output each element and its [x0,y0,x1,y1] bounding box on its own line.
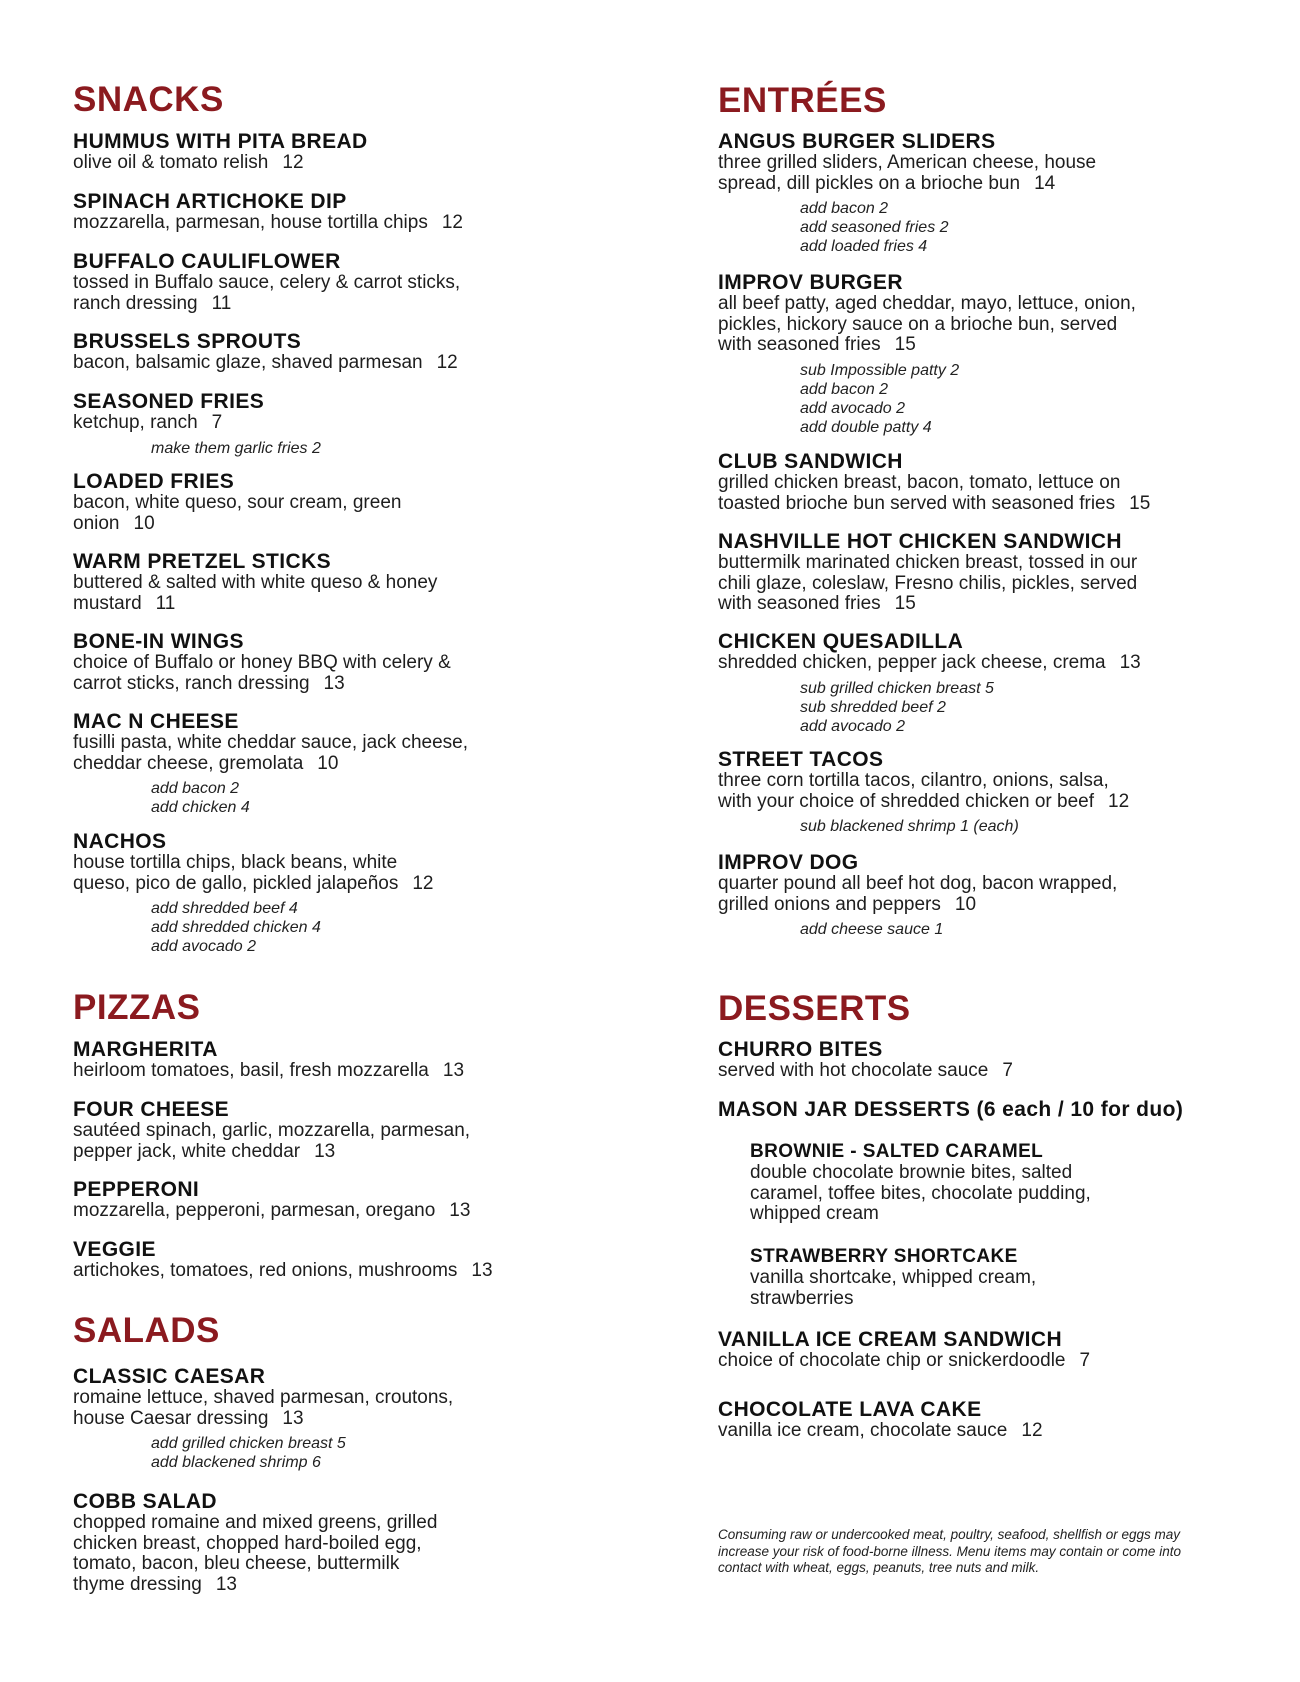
item-name: IMPROV DOG [718,851,859,874]
item-description-text: mozzarella, pepperoni, parmesan, oregano [73,1200,436,1221]
item-description [73,1121,470,1142]
addon-option: add blackened shrimp 6 [151,1454,321,1471]
item-name: STRAWBERRY SHORTCAKE [750,1246,1018,1267]
addon-option: add seasoned fries 2 [800,219,949,236]
item-description-text: with seasoned fries [718,593,881,614]
menu-item [750,1141,1091,1225]
item-description [718,594,1137,615]
item-description-text: buttermilk marinated chicken breast, tossed in our [718,552,1138,573]
addon-option: sub grilled chicken breast 5 [800,679,994,697]
item-description-text: caramel, toffee bites, chocolate pudding, [750,1182,1091,1204]
item-description-text: toasted brioche bun served with seasoned fries [718,492,1116,514]
section-heading-entrees: ENTRÉES [718,81,887,120]
item-name: CLUB SANDWICH [718,450,903,473]
item-name: SEASONED FRIES [73,390,265,413]
item-price: 13 [314,1140,336,1162]
menu-item [73,1239,493,1282]
item-description-text: bacon, balsamic glaze, shaved parmesan [73,352,423,373]
item-name: CHICKEN QUESADILLA [718,630,964,653]
item-description-text: ranch dressing [73,292,198,314]
addon-option: sub shredded beef 2 [800,698,946,716]
item-price: 10 [317,752,339,774]
item-description-text: vanilla ice cream, chocolate sauce [718,1420,1008,1441]
item-name: WARM PRETZEL STICKS [73,550,332,573]
item-description [718,895,1117,916]
item-description-text: with seasoned fries [718,334,881,355]
item-description-text: vanilla shortcake, whipped cream, [750,1267,1037,1288]
addon-option: add bacon 2 [800,380,889,398]
item-price: 14 [1034,172,1056,194]
item-description-text: artichokes, tomatoes, red onions, mushrooms [73,1260,458,1281]
addon-option: sub blackened shrimp 1 (each) [800,818,1019,835]
item-description [73,1061,464,1082]
section-heading-snacks: SNACKS [73,80,224,119]
item-price: 12 [1108,790,1130,812]
addon-option: add grilled chicken breast 5 [151,1435,346,1452]
item-description-text: house Caesar dressing [73,1407,269,1429]
menu-item [718,631,1141,736]
item-description [73,1388,453,1409]
item-name: MARGHERITA [73,1038,218,1061]
addon-option: add loaded fries 4 [800,238,928,255]
addon-option: make them garlic fries 2 [151,439,321,457]
item-description [718,1061,1013,1082]
item-description [718,553,1137,574]
item-addons [800,920,1117,939]
item-addons [800,361,1136,437]
item-addons [151,779,468,817]
menu-item [73,551,437,614]
addon-option: add chicken 4 [151,799,250,816]
allergen-disclaimer: Consuming raw or undercooked meat, poultry, seafood, shellfish or eggs may increase your risk of food-borne illness. Menu items may contain or come into contact with wheat, eggs, peanuts, tree nuts and milk. [718,1527,1181,1575]
addon-option: add bacon 2 [151,780,240,797]
item-description-text: romaine lettuce, shaved parmesan, croutons, [73,1387,454,1408]
item-description [73,353,458,374]
item-price: 7 [211,412,223,433]
item-name: COBB SALAD [73,1490,217,1513]
item-description-text: bacon, white queso, sour cream, green [73,492,402,513]
item-description [73,273,460,294]
menu-item [73,471,401,534]
item-description-text: all beef patty, aged cheddar, mayo, lettuce, onion, [718,293,1136,314]
item-description-text: chili glaze, coleslaw, Fresno chilis, pickles, served [718,572,1138,594]
item-description-text: buttered & salted with white queso & honey [73,572,438,593]
item-price: 13 [323,672,345,694]
item-description [718,153,1096,174]
item-description [718,574,1137,595]
item-name: MASON JAR DESSERTS (6 each / 10 for duo) [718,1098,1184,1121]
menu-item [718,852,1117,939]
item-price: 15 [894,593,916,614]
item-price: 13 [282,1407,304,1429]
item-description-text: pickles, hickory sauce on a brioche bun, served [718,313,1118,335]
item-name: CHURRO BITES [718,1038,883,1061]
item-description-text: onion [73,512,120,534]
item-addons [800,817,1129,836]
item-name: CHOCOLATE LAVA CAKE [718,1398,982,1421]
menu-item [73,1491,437,1595]
item-description-text: pepper jack, white cheddar [73,1140,301,1162]
item-description-text: cheddar cheese, gremolata [73,752,304,774]
item-description [73,514,401,535]
menu-item [718,272,1136,437]
menu-item [73,711,468,817]
item-description [718,174,1096,195]
item-description [73,573,437,594]
item-price: 15 [894,334,916,355]
item-description [718,335,1136,356]
menu-item [73,131,368,174]
item-description-text: grilled chicken breast, bacon, tomato, lettuce on [718,472,1121,493]
item-addons [151,1434,453,1472]
item-price: 13 [215,1573,237,1595]
addon-option: add cheese sauce 1 [800,921,944,938]
menu-item [718,531,1137,615]
item-name: BUFFALO CAULIFLOWER [73,250,341,273]
item-description [718,771,1129,792]
item-description-text: mozzarella, parmesan, house tortilla chips [73,212,428,233]
item-name: BRUSSELS SPROUTS [73,330,302,353]
item-price: 12 [412,872,434,894]
item-description [73,1554,437,1575]
addon-option: add avocado 2 [800,717,905,735]
item-description-text: three grilled sliders, American cheese, house [718,152,1097,173]
item-description [73,213,463,234]
item-description [73,493,401,514]
item-description-text: house tortilla chips, black beans, white [73,852,398,873]
item-name: VEGGIE [73,1238,156,1261]
addon-option: add bacon 2 [800,200,889,217]
item-description [718,792,1129,813]
item-name: ANGUS BURGER SLIDERS [718,130,996,153]
menu-item [73,1179,470,1222]
item-addons [800,199,1096,256]
menu-item [73,1099,470,1162]
item-description [73,153,368,174]
item-description [73,733,468,754]
item-price: 12 [282,152,304,173]
menu-item [718,451,1150,514]
item-price: 13 [449,1200,471,1221]
item-name: PEPPERONI [73,1178,200,1201]
menu-item [718,749,1129,836]
item-price: 7 [1079,1350,1091,1371]
item-description-text: quarter pound all beef hot dog, bacon wrapped, [718,873,1118,894]
item-name: BROWNIE - SALTED CARAMEL [750,1141,1044,1162]
item-name: STREET TACOS [718,748,884,771]
item-description-text: tomato, bacon, bleu cheese, buttermilk [73,1553,400,1574]
item-description [73,1575,437,1596]
item-description-text: mustard [73,592,142,614]
section-heading-pizzas: PIZZAS [73,988,201,1027]
item-description [73,1261,493,1282]
menu-item [718,131,1096,256]
item-description [73,1534,437,1555]
item-price: 13 [442,1060,465,1081]
item-description [718,1351,1090,1372]
item-description [750,1184,1091,1205]
menu-item [73,631,451,694]
addon-option: add avocado 2 [800,399,905,417]
menu-item [73,251,460,314]
item-description [73,1513,437,1534]
item-description [750,1289,1036,1310]
item-description-text: three corn tortilla tacos, cilantro, onions, salsa, [718,770,1109,791]
item-description [718,294,1136,315]
menu-item [718,1399,1043,1442]
item-name: LOADED FRIES [73,470,235,493]
item-description-text: whipped cream [750,1203,879,1224]
item-description [750,1204,1091,1225]
item-description [73,413,321,434]
section-heading-salads: SALADS [73,1311,220,1350]
item-description [73,674,451,695]
item-description [73,1201,470,1222]
item-description-text: heirloom tomatoes, basil, fresh mozzarella [73,1060,429,1081]
item-description-text: with your choice of shredded chicken or beef [718,790,1094,812]
item-name: VANILLA ICE CREAM SANDWICH [718,1328,1063,1351]
item-description [750,1163,1091,1184]
menu-item [718,1039,1013,1082]
addon-option: add avocado 2 [151,938,256,955]
item-description-text: spread, dill pickles on a brioche bun [718,172,1021,194]
item-description [73,594,437,615]
item-price: 11 [211,292,232,314]
item-price: 7 [1002,1060,1013,1081]
item-description-text: choice of chocolate chip or snickerdoodle [718,1350,1066,1371]
item-description [718,653,1141,674]
item-name: IMPROV BURGER [718,271,903,294]
item-description [718,473,1150,494]
menu-item [73,1039,464,1082]
item-description [750,1268,1036,1289]
item-description [718,874,1117,895]
item-name: SPINACH ARTICHOKE DIP [73,190,347,213]
item-price: 13 [1119,652,1141,673]
item-name: NACHOS [73,830,167,853]
addon-option: sub Impossible patty 2 [800,361,960,379]
addon-option: add shredded beef 4 [151,900,298,917]
item-description-text: shredded chicken, pepper jack cheese, crema [718,652,1106,673]
item-name: NASHVILLE HOT CHICKEN SANDWICH [718,530,1122,553]
item-price: 13 [471,1260,493,1281]
item-price: 11 [155,592,176,614]
item-name: FOUR CHEESE [73,1098,230,1121]
section-heading-desserts: DESSERTS [718,989,911,1028]
item-description [73,754,468,775]
item-description-text: tossed in Buffalo sauce, celery & carrot sticks, [73,272,461,293]
item-name: HUMMUS WITH PITA BREAD [73,130,368,153]
item-description [718,1421,1043,1442]
item-addons [800,679,1141,736]
item-description-text: choice of Buffalo or honey BBQ with celery & [73,652,451,673]
item-description [73,653,451,674]
menu-item [73,391,321,458]
item-description-text: ketchup, ranch [73,412,198,433]
item-description [718,494,1150,515]
item-description-text: chicken breast, chopped hard-boiled egg, [73,1532,422,1554]
item-description-text: strawberries [750,1287,854,1309]
item-price: 10 [133,512,155,534]
menu-item [73,1366,453,1472]
menu-item [73,331,458,374]
item-description-text: double chocolate brownie bites, salted [750,1162,1073,1183]
item-description-text: carrot sticks, ranch dressing [73,672,310,694]
item-description [718,315,1136,336]
item-description-text: queso, pico de gallo, pickled jalapeños [73,872,399,894]
menu-item [718,1329,1090,1372]
item-price: 12 [441,212,463,233]
item-price: 15 [1129,492,1151,514]
item-description-text: chopped romaine and mixed greens, grilled [73,1512,438,1533]
item-description [73,874,433,895]
item-price: 10 [954,893,977,915]
item-description-text: served with hot chocolate sauce [718,1060,989,1081]
item-description-text: fusilli pasta, white cheddar sauce, jack cheese, [73,732,468,753]
menu-item [73,191,463,234]
menu-item [718,1099,1183,1121]
item-description [73,294,460,315]
item-description [73,1142,470,1163]
item-description-text: grilled onions and peppers [718,893,941,915]
item-description [73,1409,453,1430]
menu-item [750,1246,1036,1309]
item-price: 12 [436,352,458,373]
item-price: 12 [1021,1420,1043,1441]
addon-option: add double patty 4 [800,418,932,436]
item-name: CLASSIC CAESAR [73,1365,266,1388]
item-description-text: thyme dressing [73,1573,202,1595]
item-name: BONE-IN WINGS [73,630,244,653]
item-description-text: sautéed spinach, garlic, mozzarella, parmesan, [73,1120,471,1141]
item-name: MAC N CHEESE [73,710,239,733]
item-addons [151,439,321,458]
item-description [73,853,433,874]
item-description-text: olive oil & tomato relish [73,152,269,173]
addon-option: add shredded chicken 4 [151,919,321,936]
menu-item [73,831,433,956]
item-addons [151,899,433,956]
